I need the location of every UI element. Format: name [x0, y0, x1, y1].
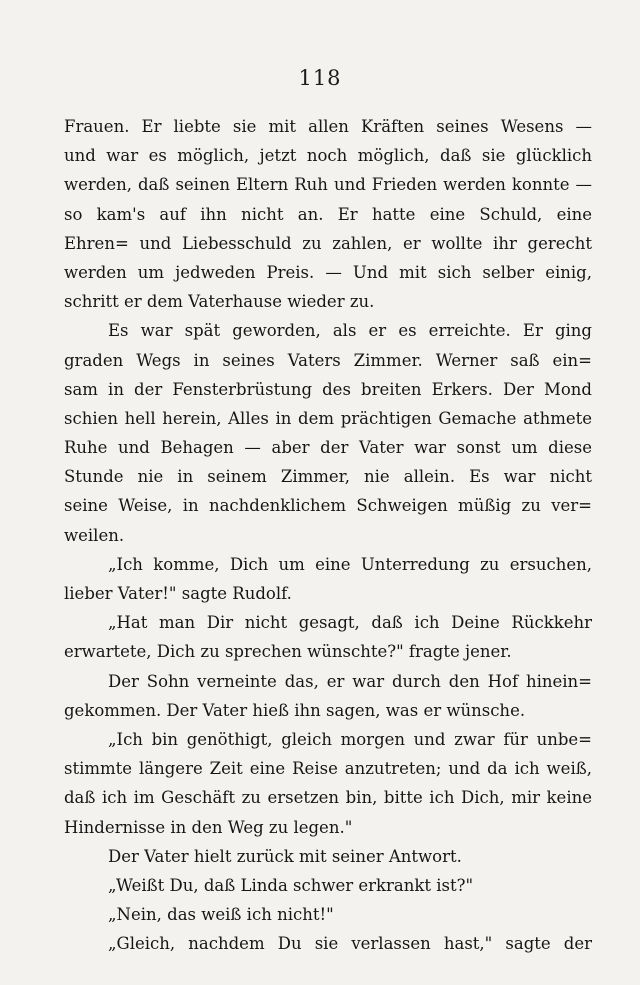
text-line: seine Weise, in nachdenklichem Schweigen müßig zu ver= — [64, 496, 592, 516]
text-line: „Ich komme, Dich um eine Unterredung zu ersuchen, — [108, 554, 592, 574]
text-line: Stunde nie in seinem Zimmer, nie allein. Es war nicht — [64, 467, 592, 487]
body-text — [64, 112, 592, 958]
text-line: und war es möglich, jetzt noch möglich, daß sie glücklich — [64, 146, 592, 166]
text-line: „Hat man Dir nicht gesagt, daß ich Deine Rückkehr — [108, 613, 592, 633]
text-line: Frauen. Er liebte sie mit allen Kräften seines Wesens — — [64, 117, 592, 136]
text-line: „Gleich, nachdem Du sie verlassen hast," sagte der — [108, 934, 592, 954]
text-line: Es war spät geworden, als er es erreichte. Er ging — [108, 321, 592, 341]
text-line: weilen. — [64, 525, 125, 545]
text-line: lieber Vater!" sagte Rudolf. — [64, 584, 292, 603]
text-line: schritt er dem Vaterhause wieder zu. — [64, 292, 375, 312]
text-line: werden, daß seinen Eltern Ruh und Frieden werden konnte — — [64, 175, 592, 195]
text-line: „Weißt Du, daß Linda schwer erkrankt ist?" — [108, 875, 474, 895]
text-line: Der Sohn verneinte das, er war durch den Hof hinein= — [108, 671, 592, 691]
text-line: „Ich bin genöthigt, gleich morgen und zwar für unbe= — [108, 729, 592, 749]
text-line: so kam's auf ihn nicht an. Er hatte eine Schuld, eine — [64, 204, 592, 224]
text-line: Hindernisse in den Weg zu legen." — [64, 817, 353, 837]
text-line: werden um jedweden Preis. — Und mit sich selber einig, — [64, 262, 592, 282]
text-line: graden Wegs in seines Vaters Zimmer. Werner saß ein= — [64, 350, 592, 370]
text-line: Ruhe und Behagen — aber der Vater war sonst um diese — [64, 438, 592, 458]
text-line: gekommen. Der Vater hieß ihn sagen, was er wünsche. — [64, 700, 526, 720]
text-line: „Nein, das weiß ich nicht!" — [108, 905, 334, 925]
text-line: daß ich im Geschäft zu ersetzen bin, bitte ich Dich, mir keine — [64, 788, 592, 808]
page-number: 118 — [298, 66, 342, 90]
text-line: stimmte längere Zeit eine Reise anzutreten; und da ich weiß, — [64, 759, 592, 779]
text-line: Der Vater hielt zurück mit seiner Antwort. — [108, 846, 462, 866]
text-line: Ehren= und Liebesschuld zu zahlen, er wollte ihr gerecht — [64, 233, 592, 253]
text-line: erwartete, Dich zu sprechen wünschte?" fragte jener. — [64, 642, 512, 662]
text-line: schien hell herein, Alles in dem prächtigen Gemache athmete — [64, 408, 592, 428]
text-line: sam in der Fensterbrüstung des breiten Erkers. Der Mond — [64, 379, 592, 399]
